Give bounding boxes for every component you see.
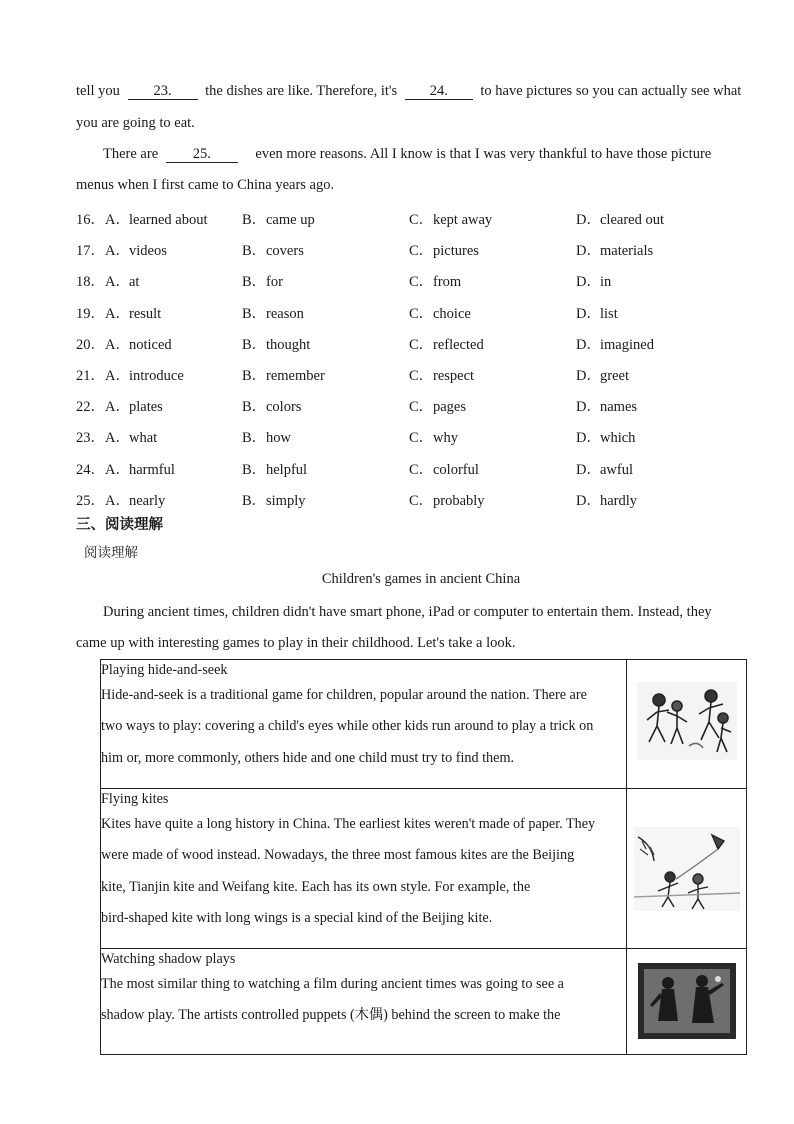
option-label: D．	[576, 399, 601, 416]
option-text: what	[129, 430, 158, 447]
option-text: covers	[266, 243, 304, 260]
option-text: plates	[129, 399, 163, 416]
games-table	[100, 659, 747, 1055]
option-label: D．	[576, 368, 601, 384]
option-a	[105, 364, 184, 385]
question-number: 22．	[76, 399, 105, 416]
option-label: D．	[576, 430, 601, 447]
question-row	[76, 489, 756, 509]
option-text: probably	[433, 492, 485, 509]
question-row	[76, 426, 756, 446]
reading-intro-2: came up with interesting games to play in their childhood. Let's take a look.	[76, 635, 516, 651]
option-label: B．	[242, 461, 267, 478]
option-c	[409, 458, 479, 479]
blank-24: 24.	[405, 83, 473, 100]
question-number: 23．	[76, 430, 105, 447]
section-title: 三、阅读理解	[76, 517, 163, 533]
option-a	[105, 302, 161, 323]
option-text: thought	[266, 336, 311, 353]
option-d	[576, 302, 618, 323]
option-label: A．	[105, 212, 130, 228]
game-line: two ways to play: covering a child's eyes while other kids run around to play a trick on	[101, 718, 594, 735]
question-number: 25．	[76, 492, 105, 509]
option-label: D．	[576, 461, 601, 478]
option-text: names	[600, 399, 638, 416]
option-d	[576, 239, 653, 260]
option-text: list	[600, 305, 618, 322]
question-row	[76, 364, 756, 384]
option-b	[242, 395, 301, 416]
option-d	[576, 426, 635, 447]
option-c	[409, 426, 458, 447]
option-text: reason	[266, 305, 304, 322]
option-label: A．	[105, 430, 130, 447]
option-d	[576, 333, 654, 354]
game-row-flying-kites	[101, 789, 747, 949]
option-label: D．	[576, 305, 601, 322]
option-c	[409, 333, 484, 354]
option-d	[576, 270, 611, 291]
passage-line-1	[76, 83, 741, 100]
option-text: imagined	[600, 336, 654, 353]
option-text: greet	[600, 368, 629, 384]
option-text: why	[433, 430, 458, 447]
option-text: result	[129, 305, 162, 322]
question-number: 18．	[76, 274, 105, 291]
option-c	[409, 208, 492, 229]
option-label: D．	[576, 212, 601, 228]
option-text: for	[266, 274, 283, 291]
option-label: A．	[105, 336, 130, 353]
option-label: B．	[242, 305, 267, 322]
option-label: D．	[576, 243, 601, 260]
option-label: A．	[105, 461, 130, 478]
passage-text: tell you	[76, 83, 120, 99]
option-c	[409, 302, 471, 323]
option-text: choice	[433, 305, 471, 322]
option-label: D．	[576, 274, 601, 291]
option-label: D．	[576, 336, 601, 353]
reading-intro-1: During ancient times, children didn't have smart phone, iPad or computer to entertain them. Instead, they	[103, 604, 712, 620]
option-text: how	[266, 430, 291, 447]
option-a	[105, 426, 157, 447]
game-line: bird-shaped kite with long wings is a special kind of the Beijing kite.	[101, 909, 493, 926]
option-b	[242, 239, 304, 260]
flying-kites-illustration	[634, 827, 740, 911]
option-text: which	[600, 430, 636, 447]
question-row	[76, 270, 756, 290]
question-row	[76, 302, 756, 322]
option-text: reflected	[433, 336, 484, 353]
option-text: from	[433, 274, 462, 291]
option-text: noticed	[129, 336, 172, 353]
game-line: The most similar thing to watching a film during ancient times was going to see a	[101, 976, 564, 992]
option-a	[105, 395, 163, 416]
shadow-play-illustration	[638, 963, 736, 1039]
option-text: awful	[600, 461, 634, 478]
option-label: A．	[105, 399, 130, 416]
passage-line-3	[103, 146, 711, 163]
option-label: C．	[409, 243, 434, 260]
option-text: simply	[266, 492, 306, 509]
option-label: B．	[242, 336, 267, 353]
game-line: kite, Tianjin kite and Weifang kite. Each has its own style. For example, the	[101, 878, 531, 895]
option-label: C．	[409, 305, 434, 322]
option-text: kept away	[433, 212, 493, 228]
blank-23: 23.	[128, 83, 198, 100]
option-c	[409, 239, 479, 260]
question-number: 24．	[76, 461, 105, 478]
reading-title: Children's games in ancient China	[321, 571, 521, 587]
option-label: B．	[242, 492, 267, 509]
game-line: shadow play. The artists controlled puppets (木偶) behind the screen to make the	[101, 1007, 561, 1024]
option-label: C．	[409, 336, 434, 353]
passage-line-4: menus when I first came to China years ago.	[76, 177, 335, 193]
option-label: A．	[105, 368, 130, 384]
game-picture-cell	[627, 789, 747, 949]
game-picture-cell	[627, 949, 747, 1055]
game-picture-cell	[627, 660, 747, 789]
game-row-shadow-plays	[101, 949, 747, 1055]
passage-text: There are	[103, 146, 159, 162]
option-text: nearly	[129, 492, 166, 509]
question-row	[76, 333, 756, 353]
question-number: 16．	[76, 212, 105, 228]
question-number: 19．	[76, 305, 105, 322]
option-text: pages	[433, 399, 467, 416]
option-text: remember	[266, 368, 325, 384]
game-name: Flying kites	[101, 791, 169, 807]
question-row	[76, 458, 756, 478]
question-number: 17．	[76, 243, 105, 260]
option-c	[409, 270, 461, 291]
option-label: C．	[409, 274, 434, 291]
option-a	[105, 333, 172, 354]
option-text: pictures	[433, 243, 479, 260]
option-text: videos	[129, 243, 167, 260]
passage-text: even more reasons. All I know is that I was very thankful to have those picture	[255, 146, 712, 162]
option-label: C．	[409, 461, 434, 478]
question-row	[76, 208, 756, 228]
option-a	[105, 208, 208, 229]
passage-text: the dishes are like. Therefore, it's	[205, 83, 398, 99]
option-text: learned about	[129, 212, 208, 228]
option-label: B．	[242, 399, 267, 416]
game-text-cell	[101, 949, 627, 1055]
game-text-cell	[101, 660, 627, 789]
game-row-hide-and-seek	[101, 660, 747, 789]
question-number: 20．	[76, 336, 105, 353]
option-label: A．	[105, 274, 130, 291]
question-row	[76, 395, 756, 415]
option-text: materials	[600, 243, 654, 260]
option-label: C．	[409, 430, 434, 447]
game-line: Kites have quite a long history in China. The earliest kites weren't made of paper. They	[101, 816, 596, 832]
option-d	[576, 395, 637, 416]
option-text: helpful	[266, 461, 308, 478]
option-text: in	[600, 274, 612, 291]
option-label: D．	[576, 492, 601, 509]
option-label: B．	[242, 212, 267, 228]
option-a	[105, 458, 175, 479]
option-label: C．	[409, 212, 434, 228]
game-line: him or, more commonly, others hide and one child must try to find them.	[101, 749, 515, 766]
option-b	[242, 208, 315, 229]
option-a	[105, 239, 167, 260]
blank-25: 25.	[166, 146, 238, 163]
option-d	[576, 489, 637, 510]
passage-line-2: you are going to eat.	[76, 115, 195, 131]
option-text: colors	[266, 399, 302, 416]
game-line: Hide-and-seek is a traditional game for children, popular around the nation. There are	[101, 687, 587, 703]
option-label: C．	[409, 368, 434, 384]
option-c	[409, 364, 474, 385]
option-label: C．	[409, 492, 434, 509]
option-b	[242, 458, 307, 479]
passage-text: to have pictures so you can actually see what	[480, 83, 742, 99]
question-row	[76, 239, 756, 259]
game-name: Playing hide-and-seek	[101, 662, 228, 678]
option-label: A．	[105, 492, 130, 509]
game-line: were made of wood instead. Nowadays, the three most famous kites are the Beijing	[101, 847, 575, 864]
option-text: hardly	[600, 492, 638, 509]
option-a	[105, 270, 139, 291]
option-b	[242, 270, 283, 291]
option-b	[242, 364, 325, 385]
option-label: C．	[409, 399, 434, 416]
option-text: cleared out	[600, 212, 665, 228]
option-b	[242, 302, 304, 323]
option-text: colorful	[433, 461, 479, 478]
option-text: harmful	[129, 461, 175, 478]
option-label: A．	[105, 243, 130, 260]
option-text: came up	[266, 212, 315, 228]
option-label: B．	[242, 243, 267, 260]
option-b	[242, 426, 291, 447]
option-text: introduce	[129, 368, 184, 384]
option-text: at	[129, 274, 140, 291]
option-c	[409, 489, 485, 510]
subsection-title: 阅读理解	[84, 545, 138, 561]
option-b	[242, 489, 305, 510]
option-label: B．	[242, 430, 267, 447]
option-label: B．	[242, 274, 267, 291]
game-name: Watching shadow plays	[101, 951, 236, 967]
option-c	[409, 395, 466, 416]
option-label: A．	[105, 305, 130, 322]
option-b	[242, 333, 310, 354]
option-d	[576, 364, 629, 385]
option-d	[576, 208, 664, 229]
option-a	[105, 489, 165, 510]
question-number: 21．	[76, 368, 105, 384]
hide-and-seek-illustration	[637, 682, 737, 760]
option-label: B．	[242, 368, 267, 384]
option-d	[576, 458, 633, 479]
game-text-cell	[101, 789, 627, 949]
option-text: respect	[433, 368, 475, 384]
